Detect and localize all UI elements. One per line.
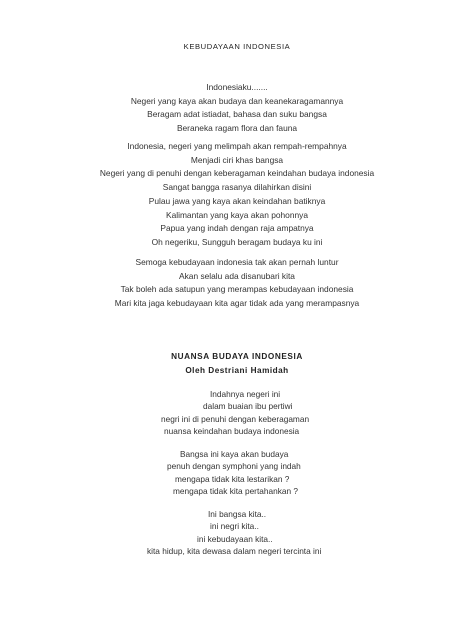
poem-line: Akan selalu ada disanubari kita bbox=[179, 270, 295, 281]
poem-line: Negeri yang di penuhi dengan keberagaman keindahan budaya indonesia bbox=[99, 168, 375, 178]
poem-line: mengapa tidak kita lestarikan ? bbox=[175, 473, 290, 484]
poem2-author: Oleh Destriani Hamidah bbox=[185, 366, 289, 375]
poem-line: Tak boleh ada satupun yang merampas kebudayaan indonesia bbox=[120, 284, 354, 294]
poem-line: Beragam adat istiadat, bahasa dan suku bangsa bbox=[147, 109, 327, 119]
poem-line: Bangsa ini kaya akan budaya bbox=[180, 449, 289, 459]
poem-line: mengapa tidak kita pertahankan ? bbox=[173, 485, 299, 496]
poem2-title: NUANSA BUDAYA INDONESIA bbox=[171, 352, 303, 361]
poem-line: Beraneka ragam flora dan fauna bbox=[176, 122, 298, 133]
poem-line: Pulau jawa yang kaya akan keindahan batiknya bbox=[148, 196, 326, 206]
document-title: KEBUDAYAAN INDONESIA bbox=[183, 42, 291, 51]
poem1-stanza-4 bbox=[0, 256, 474, 310]
poem-line: negri ini di penuhi dengan keberagaman bbox=[161, 413, 310, 424]
poem-line: ini negri kita.. bbox=[210, 521, 259, 532]
poem-line: Negeri yang kaya akan budaya dan keanekaragamannya bbox=[130, 95, 344, 106]
poem1-stanza-2 bbox=[0, 140, 474, 194]
poem-line: Indonesiaku....... bbox=[206, 82, 268, 92]
poem-line: Ini bangsa kita.. bbox=[208, 509, 267, 519]
poem1-stanza-3 bbox=[0, 195, 474, 249]
poem1-stanza-1 bbox=[0, 81, 474, 135]
poem-line: Papua yang indah dengan raja ampatnya bbox=[160, 223, 314, 233]
poem-line: Menjadi ciri khas bangsa bbox=[190, 154, 284, 165]
poem-line: Kalimantan yang kaya akan pohonnya bbox=[165, 209, 308, 220]
poem-line: ini kebudayaan kita.. bbox=[197, 533, 273, 544]
poem-line: Semoga kebudayaan indonesia tak akan pernah luntur bbox=[135, 257, 339, 267]
poem2-stanza-3 bbox=[0, 508, 474, 557]
poem-line: Indahnya negeri ini bbox=[210, 389, 281, 399]
poem-line: kita hidup, kita dewasa dalam negeri tercinta ini bbox=[147, 545, 322, 556]
poem-line: Mari kita jaga kebudayaan kita agar tidak ada yang merampasnya bbox=[114, 297, 360, 308]
poem-line: dalam buaian ibu pertiwi bbox=[203, 401, 293, 412]
poem-line: nuansa keindahan budaya indonesia bbox=[164, 425, 300, 436]
poem-line: Sangat bangga rasanya dilahirkan disini bbox=[162, 181, 312, 192]
poem-line: Indonesia, negeri yang melimpah akan rempah-rempahnya bbox=[127, 141, 347, 151]
poem-line: Oh negeriku, Sungguh beragam budaya ku ini bbox=[151, 236, 323, 247]
poem2-stanza-1 bbox=[0, 388, 472, 437]
poem-line: penuh dengan symphoni yang indah bbox=[167, 461, 301, 472]
poem2-stanza-2 bbox=[0, 448, 474, 497]
